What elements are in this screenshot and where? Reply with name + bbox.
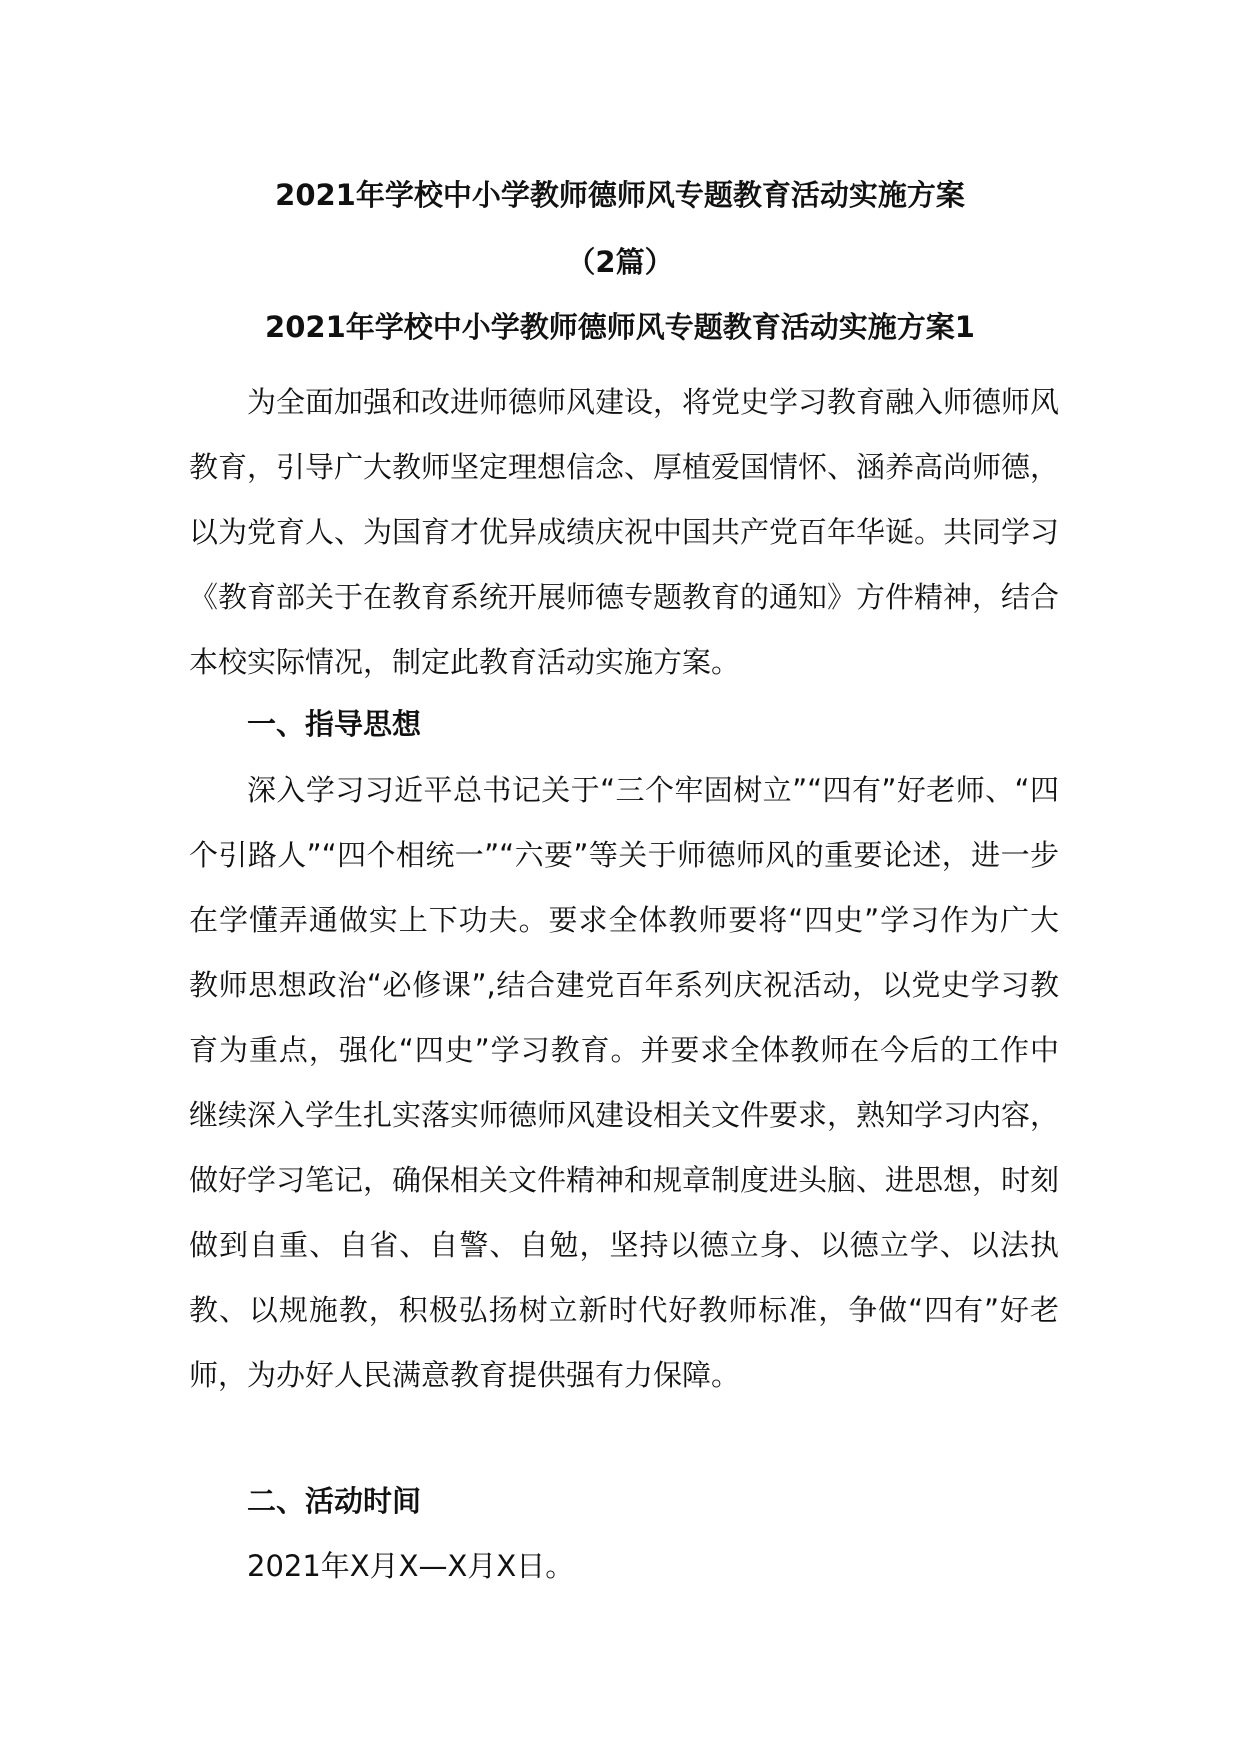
intro-paragraph: 为全面加强和改进师德师风建设，将党史学习教育融入师德师风教育，引导广大教师坚定理想信念、厚植爱国情怀、涵养高尚师德，以为党育人、为国育才优异成绩庆祝中国共产党百年华诞。共同学习《教育部关于在教育系统开展师德专题教育的通知》方件精神，结合本校实际情况，制定此教育活动实施方案。 (189, 385, 1060, 679)
activity-time-text: 2021年X月X—X月X日。 (247, 1549, 575, 1583)
guiding-thought-paragraph: 深入学习习近平总书记关于“三个牢固树立”“四有”好老师、“四个引路人”“四个相统一”“六要”等关于师德师风的重要论述，进一步在学懂弄通做实上下功夫。要求全体教师要将“四史”学习作为广大教师思想政治“必修课”,结合建党百年系列庆祝活动，以党史学习教育为重点，强化“四史”学习教育。并要求全体教师在今后的工作中继续深入学生扎实落实师德师风建设相关文件要求，熟知学习内容，做好学习笔记，确保相关文件精神和规章制度进头脑、进思想，时刻做到自重、自省、自警、自勉，坚持以德立身、以德立学、以法执教、以规施教，积极弘扬树立新时代好教师标准，争做“四有”好老师，为办好人民满意教育提供强有力保障。 (189, 773, 1060, 1392)
section-heading-guiding-thought: 一、指导思想 (247, 707, 422, 741)
document-subtitle: 2021年学校中小学教师德师风专题教育活动实施方案1 (265, 310, 975, 344)
document-title: 2021年学校中小学教师德师风专题教育活动实施方案 (275, 178, 965, 212)
document-title-count: （2篇） (566, 245, 674, 279)
section-heading-activity-time: 二、活动时间 (247, 1484, 422, 1518)
